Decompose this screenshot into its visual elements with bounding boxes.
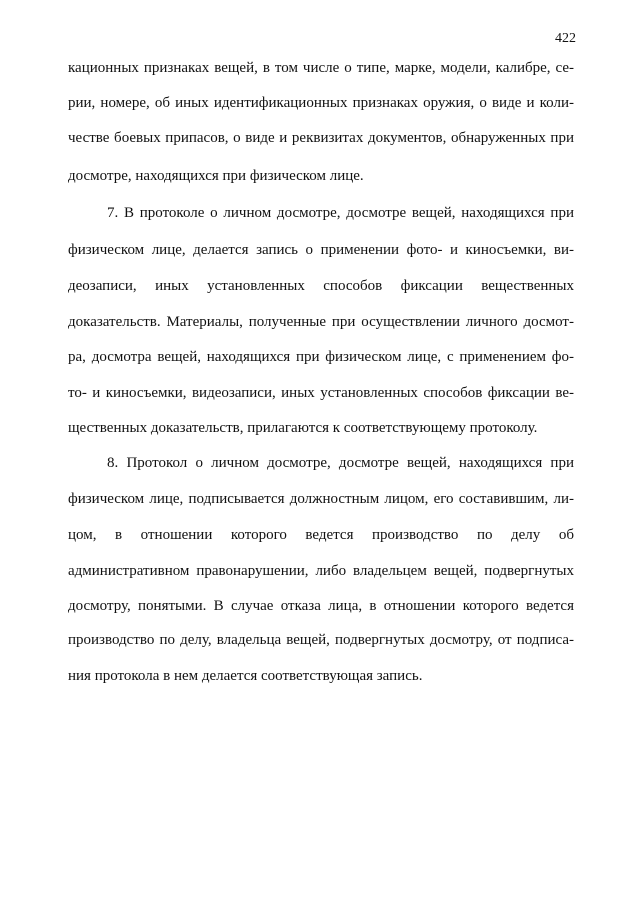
text-line: физическом лице, делается запись о применении фото- и киносъемки, ви- (68, 242, 574, 258)
text-line: цом, в отношении которого ведется производство по делу об (68, 527, 574, 543)
text-line: досмотру, понятыми. В случае отказа лица, в отношении которого ведется (68, 598, 574, 614)
text-line: досмотре, находящихся при физическом лице. (68, 168, 364, 184)
text-line: доказательств. Материалы, полученные при осуществлении личного досмот- (68, 314, 574, 330)
text-line: кационных признаках вещей, в том числе о типе, марке, модели, калибре, се- (68, 60, 574, 76)
text-line: ния протокола в нем делается соответствующая запись. (68, 668, 423, 684)
text-line: рии, номере, об иных идентификационных признаках оружия, о виде и коли- (68, 95, 574, 111)
text-line: честве боевых припасов, о виде и реквизитах документов, обнаруженных при (68, 130, 574, 146)
text-line: производство по делу, владельца вещей, подвергнутых досмотру, от подписа- (68, 632, 574, 648)
page-number: 422 (555, 31, 576, 46)
text-line: щественных доказательств, прилагаются к соответствующему протоколу. (68, 420, 538, 436)
text-line: то- и киносъемки, видеозаписи, иных установленных способов фиксации ве- (68, 385, 574, 401)
text-line: деозаписи, иных установленных способов фиксации вещественных (68, 278, 574, 294)
text-line: административном правонарушении, либо владельцем вещей, подвергнутых (68, 563, 574, 579)
text-line: физическом лице, подписывается должностным лицом, его составившим, ли- (68, 491, 574, 507)
text-line: 8. Протокол о личном досмотре, досмотре вещей, находящихся при (107, 455, 574, 471)
text-line: ра, досмотра вещей, находящихся при физическом лице, с применением фо- (68, 349, 574, 365)
text-line: 7. В протоколе о личном досмотре, досмотре вещей, находящихся при (107, 205, 574, 221)
